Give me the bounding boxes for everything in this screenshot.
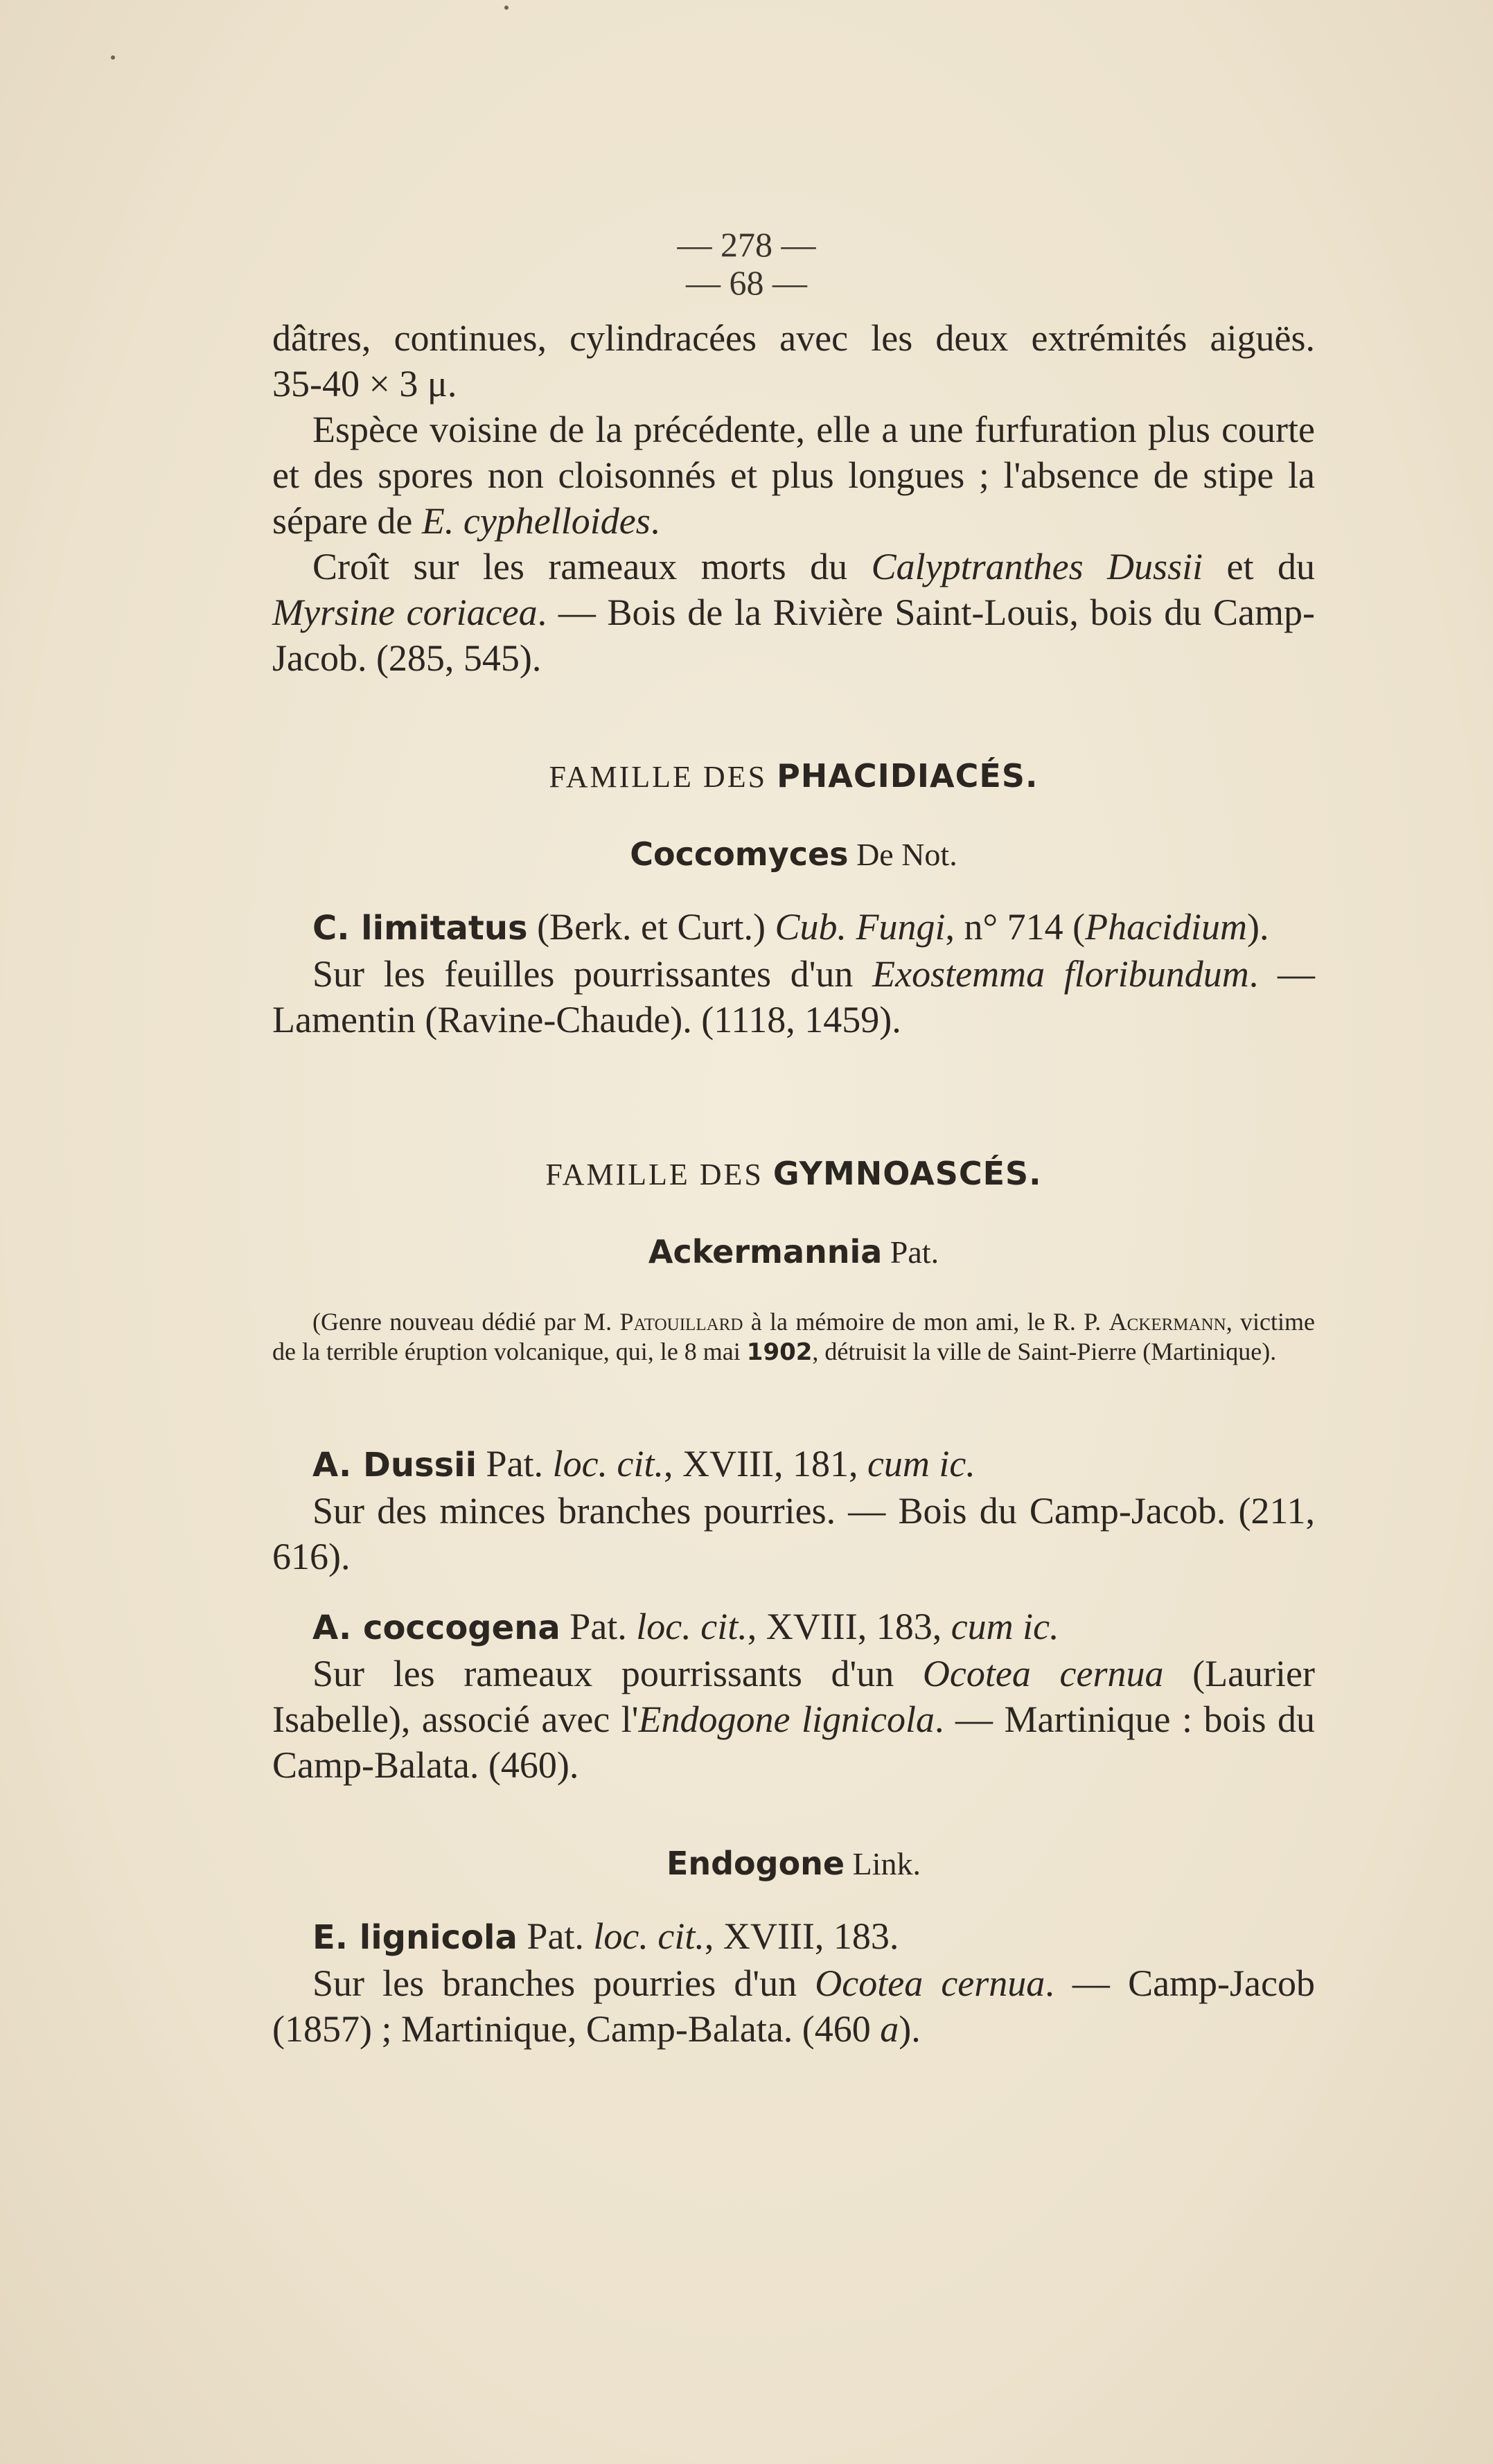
text-run: Sur les feuilles pourrissantes d'un	[312, 953, 873, 995]
family-name: PHACIDIACÉS.	[777, 757, 1039, 795]
text-run: , détruisit la ville de Saint-Pierre (Martinique).	[812, 1338, 1277, 1365]
species-description	[272, 1651, 1315, 1788]
genus-author: De Not.	[848, 837, 957, 872]
paragraph-continuation	[272, 315, 1315, 407]
genus-name: Endogone	[666, 1845, 845, 1882]
page-number-outer: — 278 —	[677, 225, 816, 264]
paragraph-habitat	[272, 544, 1315, 681]
genus-name: Ackermannia	[648, 1233, 883, 1270]
person-name: Patouillard	[619, 1308, 743, 1336]
paper-speck	[504, 6, 509, 10]
year: 1902	[746, 1338, 813, 1366]
text-run: Sur des minces branches pourries. — Bois du Camp-Jacob. (211, 616).	[272, 1490, 1315, 1577]
text-run: et du	[1203, 546, 1315, 587]
reference: cum ic.	[951, 1606, 1059, 1647]
species-entry-lignicola	[272, 1913, 1315, 2052]
text-run: à la mémoire de mon ami, le R. P.	[743, 1308, 1109, 1336]
taxon-name: Ocotea cernua	[922, 1653, 1164, 1694]
family-heading-phacidiaces	[272, 755, 1315, 798]
text-run: .	[650, 500, 660, 542]
species-name: A. Dussii	[312, 1446, 477, 1484]
text-run: Espèce voisine de la précédente, elle a une furfuration plus courte et des spores non cloisonnés et plus longues ; l'absence de stipe la sépare de	[272, 409, 1315, 542]
text-run: . — Martinique : bois du Camp-Balata. (460).	[272, 1699, 1316, 1786]
species-description	[272, 1960, 1315, 2052]
reference: loc. cit.	[552, 1443, 664, 1484]
paragraph-comparison	[272, 407, 1315, 544]
reference: Cub. Fungi	[775, 906, 946, 948]
text-run: Sur les branches pourries d'un	[312, 1962, 815, 2004]
genus-name: Coccomyces	[630, 835, 849, 873]
family-prefix: FAMILLE DES	[549, 760, 777, 794]
text-run: , XVIII, 183,	[747, 1606, 951, 1647]
text-run: , n° 714 (	[945, 906, 1086, 948]
text-run: (Berk. et Curt.)	[527, 906, 775, 948]
reference: loc. cit.	[636, 1606, 748, 1647]
reference: loc. cit.	[593, 1915, 705, 1957]
text-run: . — Bois de la Rivière Saint-Louis, bois du Camp-Jacob. (285, 545).	[272, 592, 1315, 679]
family-prefix: FAMILLE DES	[545, 1158, 773, 1191]
text-run: ).	[899, 2008, 921, 2050]
taxon-name: Myrsine coriacea	[272, 592, 538, 633]
text-line: dâtres, continues, cylindracées avec les deux extrémités aiguës.	[272, 317, 1315, 359]
species-description	[272, 1488, 1315, 1579]
text-run: , XVIII, 181,	[664, 1443, 867, 1484]
species-entry-limitatus	[272, 904, 1315, 1043]
text-run: , XVIII, 183.	[704, 1915, 899, 1957]
species-entry-dussii	[272, 1441, 1315, 1579]
species-name: A. coccogena	[312, 1608, 560, 1647]
genus-author: Pat.	[882, 1234, 939, 1270]
text-run: Sur les rameaux pourrissants d'un	[312, 1653, 923, 1694]
paper-speck	[111, 55, 115, 60]
reference: cum ic.	[867, 1443, 975, 1484]
text-line: 35-40 × 3 μ.	[272, 363, 457, 405]
text-run: Pat.	[560, 1606, 637, 1647]
species-name: C. limitatus	[312, 909, 528, 948]
taxon-name: Phacidium	[1085, 906, 1248, 948]
taxon-name: Calyptranthes Dussii	[871, 546, 1203, 587]
text-run: . — Lamentin (Ravine-Chaude). (1118, 1459).	[272, 953, 1315, 1040]
text-run: . — Camp-Jacob (1857) ; Martinique, Camp-Balata. (460	[272, 1962, 1315, 2050]
text-run: Pat.	[477, 1443, 553, 1484]
species-name: E. lignicola	[312, 1918, 518, 1957]
genus-heading-endogone	[272, 1843, 1315, 1885]
text-run: Croît sur les rameaux morts du	[312, 546, 872, 587]
text-run: ).	[1247, 906, 1269, 948]
genus-author: Link.	[845, 1846, 921, 1881]
species-description	[272, 951, 1315, 1043]
family-heading-gymnoasces	[272, 1153, 1315, 1196]
taxon-name: Exostemma floribundum	[872, 953, 1249, 995]
genus-heading-ackermannia	[272, 1231, 1315, 1273]
taxon-name: Ocotea cernua	[815, 1962, 1045, 2004]
taxon-name: Endogone lignicola	[638, 1699, 935, 1740]
person-name: Ackermann	[1108, 1308, 1226, 1336]
genus-note	[272, 1307, 1315, 1367]
text-run: (Genre nouveau dédié par M.	[312, 1308, 620, 1336]
text-run: Pat.	[517, 1915, 594, 1957]
text-run: , victime de la terrible éruption volcanique, qui, le 8 mai	[272, 1308, 1316, 1365]
text-run: (Laurier Isabelle), associé avec l'	[272, 1653, 1315, 1740]
genus-heading-coccomyces	[272, 833, 1315, 876]
family-name: GYMNOASCÉS.	[772, 1155, 1042, 1192]
text-run: a	[880, 2008, 899, 2050]
page-number-inner: — 68 —	[686, 263, 807, 302]
species-entry-coccogena	[272, 1604, 1315, 1788]
taxon-name: E. cyphelloides	[421, 500, 651, 542]
